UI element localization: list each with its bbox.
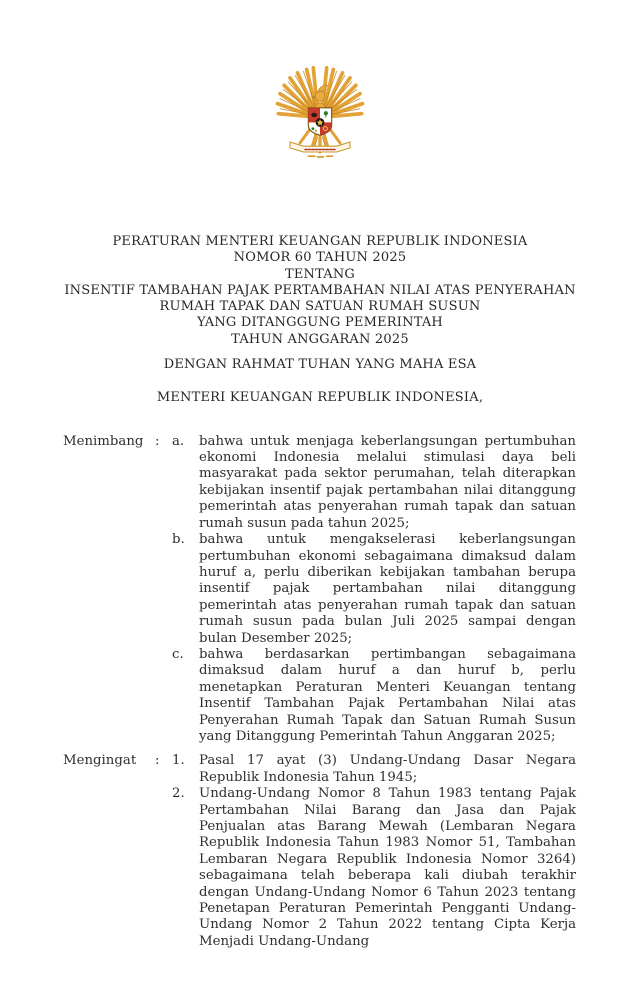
title-line-regulation: PERATURAN MENTERI KEUANGAN REPUBLIK INDONESIA bbox=[112, 234, 528, 249]
title-line-subject-3: YANG DITANGGUNG PEMERINTAH bbox=[197, 315, 443, 331]
item-text: bahwa untuk menjaga keberlangsungan pertumbuhan ekonomi Indonesia melalui stimulasi daya beli masyarakat pada sektor perumahan, telah diterapkan kebijakan insentif pajak pertambahan nilai ditanggung pemerintah atas penyerahan rumah tapak dan satuan rumah susun pada tahun 2025; bbox=[199, 433, 576, 531]
item-text: Undang-Undang Nomor 8 Tahun 1983 tentang Pajak Pertambahan Nilai Barang dan Jasa dan Pajak Penjualan atas Barang Mewah (Lembaran Negara Republik Indonesia Tahun 1983 Nomor 51, Tambahan Lembaran Negara Republik Indonesia Nomor 3264) sebagaimana telah beberapa kali diubah terakhir dengan Undang-Undang Nomor 6 Tahun 2023 tentang Penetapan Peraturan Pemerintah Pengganti Undang-Undang Nomor 2 Tahun 2022 tentang Cipta Kerja Menjadi Undang-Undang bbox=[199, 786, 576, 949]
item-marker: c. bbox=[172, 646, 184, 662]
title-line-tentang: TENTANG bbox=[284, 266, 356, 282]
item-text: Pasal 17 ayat (3) Undang-Undang Dasar Negara Republik Indonesia Tahun 1945; bbox=[199, 753, 576, 785]
invocation-line: DENGAN RAHMAT TUHAN YANG MAHA ESA bbox=[163, 357, 477, 373]
section-colon: : bbox=[155, 433, 160, 449]
section-menimbang bbox=[63, 434, 576, 746]
garuda-pancasila-emblem bbox=[270, 62, 370, 162]
title-line-subject-4: TAHUN ANGGARAN 2025 bbox=[231, 331, 409, 347]
title-line-number: NOMOR 60 TAHUN 2025 bbox=[233, 250, 407, 266]
title-line-subject-1: INSENTIF TAMBAHAN PAJAK PERTAMBAHAN NILAI ATAS PENYERAHAN bbox=[64, 282, 576, 298]
garuda-pancasila-icon bbox=[270, 62, 370, 162]
document-body bbox=[0, 434, 640, 951]
document-title bbox=[0, 234, 640, 348]
section-colon: : bbox=[155, 753, 160, 769]
section-label: Mengingat bbox=[63, 753, 137, 769]
item-marker: 1. bbox=[172, 753, 185, 769]
item-marker: 2. bbox=[172, 786, 185, 802]
item-text: bahwa untuk mengakselerasi keberlangsungan pertumbuhan ekonomi sebagaimana dimaksud dalam huruf a, perlu diberikan kebijakan tambahan berupa insentif pajak pertambahan nilai ditanggung pemerintah atas penyerahan rumah tapak dan satuan rumah susun pada bulan Juli 2025 sampai dengan bulan Desember 2025; bbox=[199, 532, 576, 646]
authority-line: MENTERI KEUANGAN REPUBLIK INDONESIA, bbox=[156, 390, 484, 406]
item-marker: a. bbox=[172, 433, 185, 449]
item-marker: b. bbox=[172, 532, 185, 548]
item-text: bahwa berdasarkan pertimbangan sebagaimana dimaksud dalam huruf a dan huruf b, perlu menetapkan Peraturan Menteri Keuangan tentang Insentif Tambahan Pajak Pertambahan Nilai atas Penyerahan Rumah Tapak dan Satuan Rumah Susun yang Ditanggung Pemerintah Tahun Anggaran 2025; bbox=[199, 646, 576, 744]
section-label: Menimbang bbox=[63, 433, 144, 449]
section-mengingat bbox=[63, 753, 576, 950]
title-line-subject-2: RUMAH TAPAK DAN SATUAN RUMAH SUSUN bbox=[159, 299, 481, 315]
